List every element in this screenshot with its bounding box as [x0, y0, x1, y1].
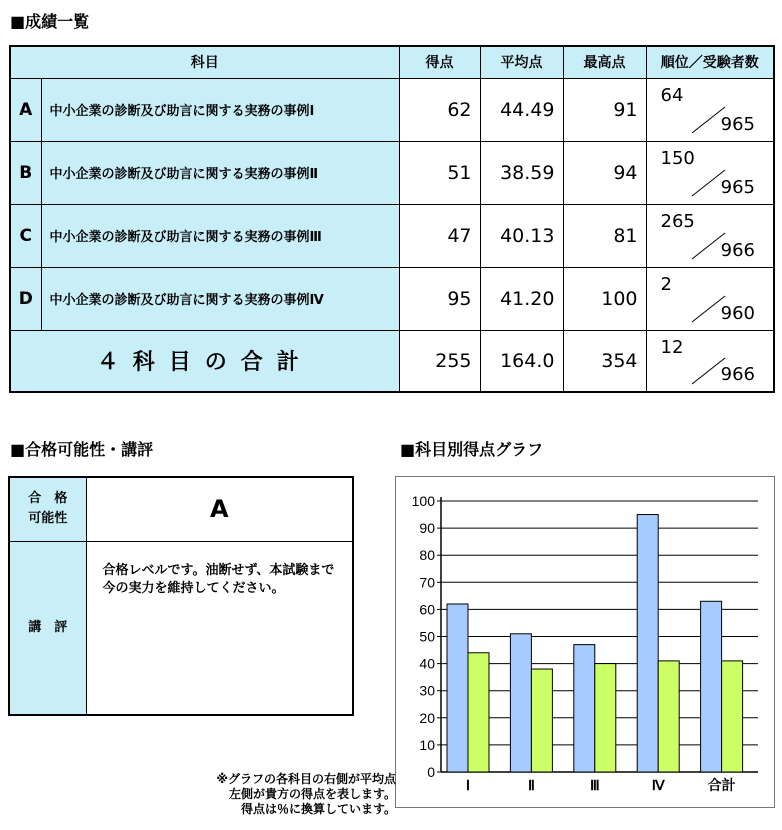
note-line: 得点は％に換算しています。: [240, 802, 396, 816]
comment-label: 講 評: [9, 541, 86, 715]
row-rank: [646, 78, 774, 141]
row-score: 95: [399, 267, 480, 330]
row-subject: 中小企業の診断及び助言に関する実務の事例Ⅳ: [41, 267, 399, 330]
row-average: 38.59: [480, 141, 563, 204]
y-tick-label: 20: [419, 709, 435, 726]
x-tick-label: 合計: [707, 777, 736, 793]
examinee-count: 965: [720, 176, 755, 198]
row-max: 81: [563, 204, 646, 267]
chart-section-title: ■科目別得点グラフ: [400, 440, 544, 459]
y-tick-label: 70: [419, 574, 435, 591]
scores-section-title: ■成績一覧: [10, 12, 90, 31]
y-tick-label: 90: [419, 520, 435, 537]
bar-average: [658, 661, 679, 772]
possibility-label-line2: 可能性: [28, 511, 68, 527]
bar-average: [595, 664, 616, 772]
y-tick-label: 10: [419, 736, 435, 753]
examinee-count: 960: [720, 302, 755, 324]
rank-value: 150: [660, 147, 695, 169]
total-label: ４科目の合計: [10, 330, 399, 392]
chart-frame: [395, 476, 775, 808]
table-row: [10, 267, 774, 330]
chart-note: [176, 772, 396, 817]
row-score: 47: [399, 204, 480, 267]
header-rank: 順位／受験者数: [646, 46, 774, 78]
row-rank: [646, 267, 774, 330]
y-tick-label: 40: [419, 655, 435, 672]
comment-row: [9, 541, 353, 715]
total-rank: [646, 330, 774, 392]
possibility-row: [9, 477, 353, 541]
y-tick-label: 80: [419, 547, 435, 564]
bar-average: [468, 653, 489, 772]
examinee-count: 965: [720, 113, 755, 135]
rank-value: 12: [660, 336, 684, 358]
row-score: 62: [399, 78, 480, 141]
possibility-label: [9, 477, 86, 541]
bar-score: [574, 645, 595, 772]
possibility-grade: A: [86, 477, 353, 541]
y-tick-label: 0: [427, 764, 435, 780]
row-max: 100: [563, 267, 646, 330]
x-tick-label: Ⅱ: [527, 777, 535, 793]
bar-average: [531, 669, 552, 772]
row-letter: A: [10, 78, 41, 141]
row-rank: [646, 204, 774, 267]
row-rank: [646, 141, 774, 204]
row-letter: D: [10, 267, 41, 330]
row-average: 44.49: [480, 78, 563, 141]
rank-value: 265: [660, 210, 695, 232]
total-row: [10, 330, 774, 392]
examinee-count: 966: [720, 239, 755, 261]
row-average: 40.13: [480, 204, 563, 267]
score-bar-chart: [396, 477, 774, 807]
evaluation-table: [8, 476, 354, 716]
header-max: 最高点: [563, 46, 646, 78]
table-row: [10, 78, 774, 141]
header-score: 得点: [399, 46, 480, 78]
x-tick-label: Ⅰ: [465, 777, 471, 793]
possibility-label-line1: 合 格: [28, 491, 68, 507]
row-average: 41.20: [480, 267, 563, 330]
row-max: 91: [563, 78, 646, 141]
eval-section-title: ■合格可能性・講評: [10, 440, 154, 459]
rank-value: 2: [660, 273, 672, 295]
scores-table: [9, 45, 775, 393]
y-tick-label: 30: [419, 682, 435, 699]
row-letter: C: [10, 204, 41, 267]
rank-value: 64: [660, 84, 684, 106]
row-letter: B: [10, 141, 41, 204]
table-row: [10, 204, 774, 267]
total-average: 164.0: [480, 330, 563, 392]
bar-score: [637, 515, 658, 772]
x-tick-label: Ⅳ: [651, 777, 665, 793]
y-tick-label: 60: [419, 601, 435, 618]
x-tick-label: Ⅲ: [589, 777, 600, 793]
y-tick-label: 100: [411, 493, 435, 509]
total-score: 255: [399, 330, 480, 392]
row-max: 94: [563, 141, 646, 204]
note-line: ※グラフの各科目の右側が平均点: [216, 772, 396, 786]
row-subject: 中小企業の診断及び助言に関する実務の事例Ⅲ: [41, 204, 399, 267]
total-max: 354: [563, 330, 646, 392]
note-line: 左側が貴方の得点を表します。: [228, 787, 396, 801]
row-score: 51: [399, 141, 480, 204]
header-subject: 科目: [10, 46, 399, 78]
bar-score: [701, 601, 722, 772]
bar-score: [510, 634, 531, 772]
header-average: 平均点: [480, 46, 563, 78]
table-row: [10, 141, 774, 204]
bar-score: [447, 604, 468, 772]
scores-header-row: [10, 46, 774, 78]
examinee-count: 966: [720, 364, 755, 385]
comment-text: 合格レベルです。油断せず、本試験まで今の実力を維持してください。: [86, 541, 353, 715]
row-subject: 中小企業の診断及び助言に関する実務の事例Ⅰ: [41, 78, 399, 141]
row-subject: 中小企業の診断及び助言に関する実務の事例Ⅱ: [41, 141, 399, 204]
bar-average: [722, 661, 743, 772]
y-tick-label: 50: [419, 628, 435, 645]
